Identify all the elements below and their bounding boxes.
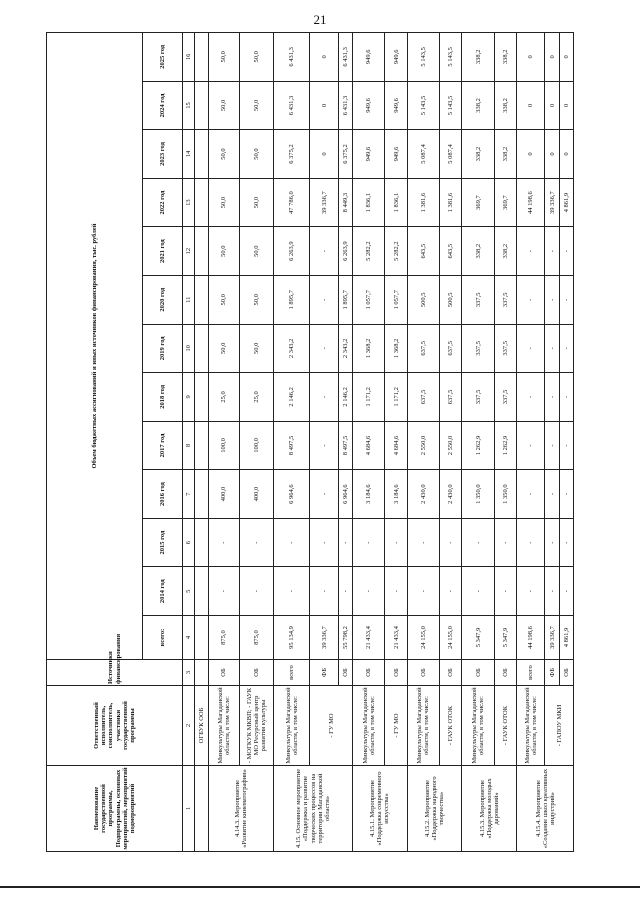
row-year-value-cell: 2 146,2 xyxy=(274,373,310,422)
row-year-value-cell xyxy=(195,518,209,567)
row-year-value-cell: 338,2 xyxy=(494,227,516,276)
row-year-value-cell: - xyxy=(545,275,559,324)
table-row xyxy=(310,33,338,852)
row-year-value-cell: 0 xyxy=(517,33,545,82)
column-number: 16 xyxy=(183,33,195,82)
row-responsible-cell: - МОГКУК МКВП; - ГАУК МО Ресурсный центр развития культуры xyxy=(239,686,273,766)
row-year-value-cell: - xyxy=(517,324,545,373)
row-year-value-cell: - xyxy=(517,567,545,616)
row-name-cell: 4.15.1. Мероприятие «Поддержка современного искусства» xyxy=(353,766,408,852)
row-year-value-cell: 337,5 xyxy=(462,324,494,373)
row-year-value-cell: 50,0 xyxy=(209,33,239,82)
row-year-value-cell: 0 xyxy=(310,33,338,82)
row-responsible-cell: Минкультуры Магаданской области, в том числе: xyxy=(353,686,385,766)
row-year-value-cell: 1 350,0 xyxy=(462,470,494,519)
row-year-value-cell: 643,5 xyxy=(407,227,439,276)
row-total-cell xyxy=(195,616,209,660)
table-row xyxy=(274,33,310,852)
row-year-value-cell: 6 375,2 xyxy=(274,130,310,179)
row-year-value-cell: - xyxy=(559,470,573,519)
row-year-value-cell xyxy=(195,421,209,470)
row-year-value-cell: 39 336,7 xyxy=(545,178,559,227)
row-year-value-cell: - xyxy=(559,324,573,373)
row-year-value-cell: - xyxy=(407,518,439,567)
row-year-value-cell: - xyxy=(310,470,338,519)
row-responsible-cell: Минкультуры Магаданской области, в том числе: xyxy=(407,686,439,766)
row-responsible-cell: Минкультуры Магаданской области, в том числе: xyxy=(209,686,239,766)
header-total: всего: xyxy=(143,616,183,660)
row-total-cell: 5 347,9 xyxy=(462,616,494,660)
row-year-value-cell: - xyxy=(517,373,545,422)
header-year: 2015 год xyxy=(143,518,183,567)
row-year-value-cell: 8 497,5 xyxy=(338,421,352,470)
row-responsible-cell: - ГАУК ОТОК xyxy=(494,686,516,766)
row-year-value-cell: - xyxy=(559,275,573,324)
row-year-value-cell: 0 xyxy=(310,130,338,179)
column-number: 14 xyxy=(183,130,195,179)
row-source-cell: ОБ xyxy=(494,660,516,686)
row-year-value-cell: - xyxy=(310,421,338,470)
header-year: 2020 год xyxy=(143,275,183,324)
row-year-value-cell: 6 964,6 xyxy=(338,470,352,519)
row-year-value-cell: 0 xyxy=(559,81,573,130)
row-source-cell: ОБ xyxy=(338,660,352,686)
row-year-value-cell: 0 xyxy=(310,81,338,130)
column-number: 3 xyxy=(183,660,195,686)
row-total-cell: 21 433,4 xyxy=(385,616,407,660)
header-year: 2018 год xyxy=(143,373,183,422)
column-number: 1 xyxy=(183,766,195,852)
row-year-value-cell: 25,0 xyxy=(209,373,239,422)
header-year: 2021 год xyxy=(143,227,183,276)
column-number: 11 xyxy=(183,275,195,324)
column-number: 13 xyxy=(183,178,195,227)
row-year-value-cell: 949,6 xyxy=(385,130,407,179)
row-year-value-cell: - xyxy=(385,567,407,616)
row-year-value-cell xyxy=(195,324,209,373)
row-year-value-cell: 1 171,2 xyxy=(385,373,407,422)
row-year-value-cell: - xyxy=(440,567,462,616)
row-year-value-cell: - xyxy=(545,373,559,422)
row-year-value-cell: 0 xyxy=(559,130,573,179)
row-year-value-cell: 338,2 xyxy=(462,81,494,130)
table-row xyxy=(353,33,385,852)
row-year-value-cell: 1 171,2 xyxy=(353,373,385,422)
row-year-value-cell: 8 497,5 xyxy=(274,421,310,470)
row-year-value-cell: 949,6 xyxy=(353,81,385,130)
row-year-value-cell: - xyxy=(545,567,559,616)
row-year-value-cell: - xyxy=(310,567,338,616)
row-year-value-cell: 50,0 xyxy=(209,324,239,373)
header-volume-title: Объем бюджетных ассигнований и иных источников финансирования, тыс. рублей xyxy=(47,33,143,660)
row-year-value-cell: 6 964,6 xyxy=(274,470,310,519)
row-year-value-cell: - xyxy=(462,567,494,616)
row-source-cell: ОБ xyxy=(559,660,573,686)
row-year-value-cell: 4 684,6 xyxy=(353,421,385,470)
row-year-value-cell xyxy=(195,178,209,227)
row-total-cell: 44 198,6 xyxy=(517,616,545,660)
row-year-value-cell: - xyxy=(517,421,545,470)
header-year: 2023 год xyxy=(143,130,183,179)
row-year-value-cell: - xyxy=(209,567,239,616)
table-row xyxy=(462,33,494,852)
row-year-value-cell: 1 350,0 xyxy=(494,470,516,519)
row-year-value-cell: 1 057,7 xyxy=(385,275,407,324)
row-responsible-cell: - ГУ МО xyxy=(310,686,353,766)
row-year-value-cell: 0 xyxy=(517,81,545,130)
row-year-value-cell: 50,0 xyxy=(239,33,273,82)
row-year-value-cell: 50,0 xyxy=(209,81,239,130)
row-responsible-cell: ОГБУК ООБ xyxy=(195,686,209,766)
row-year-value-cell: 1 895,7 xyxy=(338,275,352,324)
row-year-value-cell: 338,2 xyxy=(462,33,494,82)
row-year-value-cell: 0 xyxy=(559,33,573,82)
row-year-value-cell: 637,5 xyxy=(407,373,439,422)
page-number: 21 xyxy=(313,12,327,27)
row-year-value-cell: 2 550,0 xyxy=(440,421,462,470)
row-year-value-cell: 949,6 xyxy=(353,33,385,82)
row-name-cell: 4.15. Основное мероприятие «Поддержка и развитие творческих процессов на территории Магаданской области» xyxy=(274,766,353,852)
row-year-value-cell: - xyxy=(559,227,573,276)
row-year-value-cell: 637,5 xyxy=(407,324,439,373)
header-name-col: Наименование государственной программы, Подпрограммы, основных мероприятий, мероприятий подмероприятий xyxy=(47,766,183,852)
row-total-cell: 24 155,0 xyxy=(440,616,462,660)
table-body xyxy=(195,33,574,852)
table-row xyxy=(407,33,439,852)
row-year-value-cell: 3 184,6 xyxy=(353,470,385,519)
row-responsible-cell: Минкультуры Магаданской области, в том числе: xyxy=(462,686,494,766)
header-year: 2022 год xyxy=(143,178,183,227)
row-year-value-cell: - xyxy=(517,275,545,324)
row-source-cell: ОБ xyxy=(353,660,385,686)
row-responsible-cell: Минкультуры Магаданской области, в том числе: xyxy=(517,686,545,766)
column-number: 2 xyxy=(183,686,195,766)
header-year: 2024 год xyxy=(143,81,183,130)
row-year-value-cell: 50,0 xyxy=(239,130,273,179)
column-number: 6 xyxy=(183,518,195,567)
row-year-value-cell: - xyxy=(545,324,559,373)
row-year-value-cell: 6 431,3 xyxy=(274,81,310,130)
header-source-col: Источники финансирования xyxy=(47,660,183,686)
row-year-value-cell: 2 430,0 xyxy=(407,470,439,519)
row-year-value-cell: 50,0 xyxy=(239,178,273,227)
row-year-value-cell: 1 381,6 xyxy=(440,178,462,227)
row-year-value-cell: 337,5 xyxy=(462,373,494,422)
row-year-value-cell: - xyxy=(545,470,559,519)
row-year-value-cell: 50,0 xyxy=(209,178,239,227)
row-year-value-cell: 500,5 xyxy=(440,275,462,324)
row-year-value-cell: 637,5 xyxy=(440,373,462,422)
row-year-value-cell: 338,2 xyxy=(494,81,516,130)
row-year-value-cell: - xyxy=(545,421,559,470)
row-year-value-cell: 5 143,5 xyxy=(440,33,462,82)
financing-table xyxy=(46,32,574,852)
row-year-value-cell: 949,6 xyxy=(353,130,385,179)
column-number: 9 xyxy=(183,373,195,422)
row-name-cell: 4.14.3. Мероприятие «Развитие кинематографии» xyxy=(209,766,274,852)
row-source-cell: ОБ xyxy=(462,660,494,686)
row-year-value-cell: 2 343,2 xyxy=(274,324,310,373)
row-year-value-cell: - xyxy=(440,518,462,567)
row-year-value-cell: - xyxy=(517,518,545,567)
row-year-value-cell: 1 368,2 xyxy=(353,324,385,373)
row-year-value-cell xyxy=(195,373,209,422)
table-row xyxy=(239,33,273,852)
row-year-value-cell: 4 684,6 xyxy=(385,421,407,470)
row-year-value-cell: - xyxy=(338,567,352,616)
row-year-value-cell: 2 146,2 xyxy=(338,373,352,422)
row-source-cell: ОБ xyxy=(440,660,462,686)
row-total-cell: 5 347,9 xyxy=(494,616,516,660)
row-year-value-cell: - xyxy=(310,324,338,373)
row-year-value-cell xyxy=(195,81,209,130)
row-year-value-cell: 6 431,3 xyxy=(274,33,310,82)
row-responsible-cell: - ГУ МО xyxy=(385,686,407,766)
row-year-value-cell: 6 375,2 xyxy=(338,130,352,179)
row-source-cell: ОБ xyxy=(385,660,407,686)
row-year-value-cell: - xyxy=(274,518,310,567)
row-year-value-cell: 25,0 xyxy=(239,373,273,422)
row-year-value-cell: - xyxy=(310,373,338,422)
row-year-value-cell: - xyxy=(310,518,338,567)
row-year-value-cell: - xyxy=(494,518,516,567)
row-year-value-cell xyxy=(195,227,209,276)
row-year-value-cell: 1 368,2 xyxy=(385,324,407,373)
row-year-value-cell: - xyxy=(310,227,338,276)
row-year-value-cell: - xyxy=(239,518,273,567)
rotated-table-wrapper xyxy=(46,32,574,852)
row-year-value-cell: 337,5 xyxy=(462,275,494,324)
row-year-value-cell: 643,5 xyxy=(440,227,462,276)
row-year-value-cell: 5 282,2 xyxy=(353,227,385,276)
row-year-value-cell: 1 836,1 xyxy=(385,178,407,227)
row-total-cell: 55 798,2 xyxy=(338,616,352,660)
row-total-cell: 95 134,9 xyxy=(274,616,310,660)
row-year-value-cell: 949,6 xyxy=(385,33,407,82)
header-responsible-col: Ответственный исполнитель, соисполнитель, участники государственной программы xyxy=(47,686,183,766)
row-year-value-cell xyxy=(195,567,209,616)
row-year-value-cell: 0 xyxy=(545,130,559,179)
row-year-value-cell: 6 263,9 xyxy=(274,227,310,276)
column-number: 8 xyxy=(183,421,195,470)
column-number: 12 xyxy=(183,227,195,276)
row-year-value-cell: 1 057,7 xyxy=(353,275,385,324)
row-year-value-cell: 100,0 xyxy=(239,421,273,470)
row-year-value-cell: - xyxy=(310,275,338,324)
row-year-value-cell: - xyxy=(559,373,573,422)
row-year-value-cell: 369,7 xyxy=(494,178,516,227)
row-year-value-cell: - xyxy=(517,227,545,276)
row-source-cell xyxy=(195,660,209,686)
row-year-value-cell: 6 431,3 xyxy=(338,33,352,82)
row-responsible-cell: Минкультуры Магаданской области, в том числе: xyxy=(274,686,310,766)
row-total-cell: 875,0 xyxy=(239,616,273,660)
row-name-cell: 4.15.2. Мероприятие «Поддержка народного творчества» xyxy=(407,766,462,852)
row-source-cell: ОБ xyxy=(407,660,439,686)
row-year-value-cell: - xyxy=(407,567,439,616)
row-year-value-cell: 8 449,3 xyxy=(338,178,352,227)
row-year-value-cell: 338,2 xyxy=(494,130,516,179)
row-year-value-cell: 50,0 xyxy=(209,227,239,276)
row-year-value-cell: 369,7 xyxy=(462,178,494,227)
row-year-value-cell: 400,0 xyxy=(239,470,273,519)
row-total-cell: 21 433,4 xyxy=(353,616,385,660)
row-year-value-cell: 1 381,6 xyxy=(407,178,439,227)
row-year-value-cell: - xyxy=(338,518,352,567)
column-number: 5 xyxy=(183,567,195,616)
table-row xyxy=(385,33,407,852)
column-number-row xyxy=(183,33,195,852)
row-year-value-cell: - xyxy=(209,518,239,567)
row-year-value-cell: 637,5 xyxy=(440,324,462,373)
row-year-value-cell: 0 xyxy=(545,81,559,130)
column-number: 15 xyxy=(183,81,195,130)
row-year-value-cell: - xyxy=(545,227,559,276)
row-year-value-cell: - xyxy=(353,518,385,567)
header-year: 2016 год xyxy=(143,470,183,519)
row-year-value-cell: 1 836,1 xyxy=(353,178,385,227)
row-year-value-cell: 337,5 xyxy=(494,275,516,324)
row-source-cell: ОБ xyxy=(239,660,273,686)
row-year-value-cell: - xyxy=(274,567,310,616)
row-year-value-cell: 400,0 xyxy=(209,470,239,519)
header-year: 2014 год xyxy=(143,567,183,616)
row-total-cell: 39 336,7 xyxy=(545,616,559,660)
row-year-value-cell: 2 550,0 xyxy=(407,421,439,470)
row-year-value-cell: - xyxy=(545,518,559,567)
row-year-value-cell: - xyxy=(559,421,573,470)
row-year-value-cell xyxy=(195,130,209,179)
row-year-value-cell: 6 263,9 xyxy=(338,227,352,276)
row-year-value-cell: - xyxy=(385,518,407,567)
table-row xyxy=(494,33,516,852)
row-year-value-cell: 50,0 xyxy=(239,275,273,324)
row-total-cell: 875,0 xyxy=(209,616,239,660)
row-year-value-cell: 1 262,9 xyxy=(462,421,494,470)
row-year-value-cell: 3 184,6 xyxy=(385,470,407,519)
row-name-cell xyxy=(195,766,209,852)
row-name-cell: 4.15.3. Мероприятие «Поддержка молодых дарований» xyxy=(462,766,517,852)
row-year-value-cell: 50,0 xyxy=(239,81,273,130)
table-row xyxy=(517,33,545,852)
row-total-cell: 24 155,0 xyxy=(407,616,439,660)
row-year-value-cell xyxy=(195,275,209,324)
row-year-value-cell: 4 861,9 xyxy=(559,178,573,227)
row-year-value-cell: 50,0 xyxy=(239,324,273,373)
row-year-value-cell: 5 087,4 xyxy=(407,130,439,179)
row-year-value-cell: - xyxy=(462,518,494,567)
table-row xyxy=(440,33,462,852)
row-responsible-cell: - ГАПОУ МКИ xyxy=(545,686,574,766)
header-year: 2019 год xyxy=(143,324,183,373)
table-row xyxy=(195,33,209,852)
column-number: 7 xyxy=(183,470,195,519)
row-year-value-cell: - xyxy=(353,567,385,616)
row-year-value-cell: 5 143,5 xyxy=(407,33,439,82)
row-source-cell: ОБ xyxy=(209,660,239,686)
row-year-value-cell: 39 336,7 xyxy=(310,178,338,227)
row-name-cell: 4.15.4. Мероприятие «Создание школ креативных индустрий» xyxy=(517,766,574,852)
row-total-cell: 39 336,7 xyxy=(310,616,338,660)
row-year-value-cell: 0 xyxy=(517,130,545,179)
table-row xyxy=(209,33,239,852)
header-year: 2017 год xyxy=(143,421,183,470)
row-year-value-cell: 100,0 xyxy=(209,421,239,470)
row-year-value-cell: 1 895,7 xyxy=(274,275,310,324)
row-source-cell: ФБ xyxy=(310,660,338,686)
row-year-value-cell: - xyxy=(494,567,516,616)
row-year-value-cell: 1 262,9 xyxy=(494,421,516,470)
row-responsible-cell: - ГАУК ОТОК xyxy=(440,686,462,766)
row-year-value-cell: - xyxy=(239,567,273,616)
column-number: 4 xyxy=(183,616,195,660)
row-year-value-cell: 337,5 xyxy=(494,324,516,373)
row-year-value-cell xyxy=(195,470,209,519)
row-year-value-cell: 47 786,0 xyxy=(274,178,310,227)
bottom-rule xyxy=(0,886,640,888)
row-year-value-cell: 5 143,5 xyxy=(407,81,439,130)
row-year-value-cell: 50,0 xyxy=(209,130,239,179)
row-source-cell: всего xyxy=(274,660,310,686)
row-year-value-cell: - xyxy=(559,567,573,616)
row-year-value-cell: - xyxy=(559,518,573,567)
row-year-value-cell: 44 198,6 xyxy=(517,178,545,227)
table-row xyxy=(545,33,559,852)
row-year-value-cell: 2 430,0 xyxy=(440,470,462,519)
row-year-value-cell: 50,0 xyxy=(209,275,239,324)
row-year-value-cell: 949,6 xyxy=(385,81,407,130)
row-year-value-cell: 338,2 xyxy=(494,33,516,82)
row-year-value-cell: 2 343,2 xyxy=(338,324,352,373)
header-year: 2025 год xyxy=(143,33,183,82)
row-year-value-cell: 5 143,5 xyxy=(440,81,462,130)
row-year-value-cell: 337,5 xyxy=(494,373,516,422)
row-year-value-cell: - xyxy=(517,470,545,519)
row-source-cell: всего xyxy=(517,660,545,686)
row-source-cell: ФБ xyxy=(545,660,559,686)
row-year-value-cell: 5 282,2 xyxy=(385,227,407,276)
row-year-value-cell: 6 431,3 xyxy=(338,81,352,130)
column-number: 10 xyxy=(183,324,195,373)
row-year-value-cell: 0 xyxy=(545,33,559,82)
row-year-value-cell: 500,5 xyxy=(407,275,439,324)
row-year-value-cell: 338,2 xyxy=(462,227,494,276)
row-year-value-cell: 5 087,4 xyxy=(440,130,462,179)
row-total-cell: 4 861,9 xyxy=(559,616,573,660)
row-year-value-cell: 338,2 xyxy=(462,130,494,179)
row-year-value-cell xyxy=(195,33,209,82)
row-year-value-cell: 50,0 xyxy=(239,227,273,276)
